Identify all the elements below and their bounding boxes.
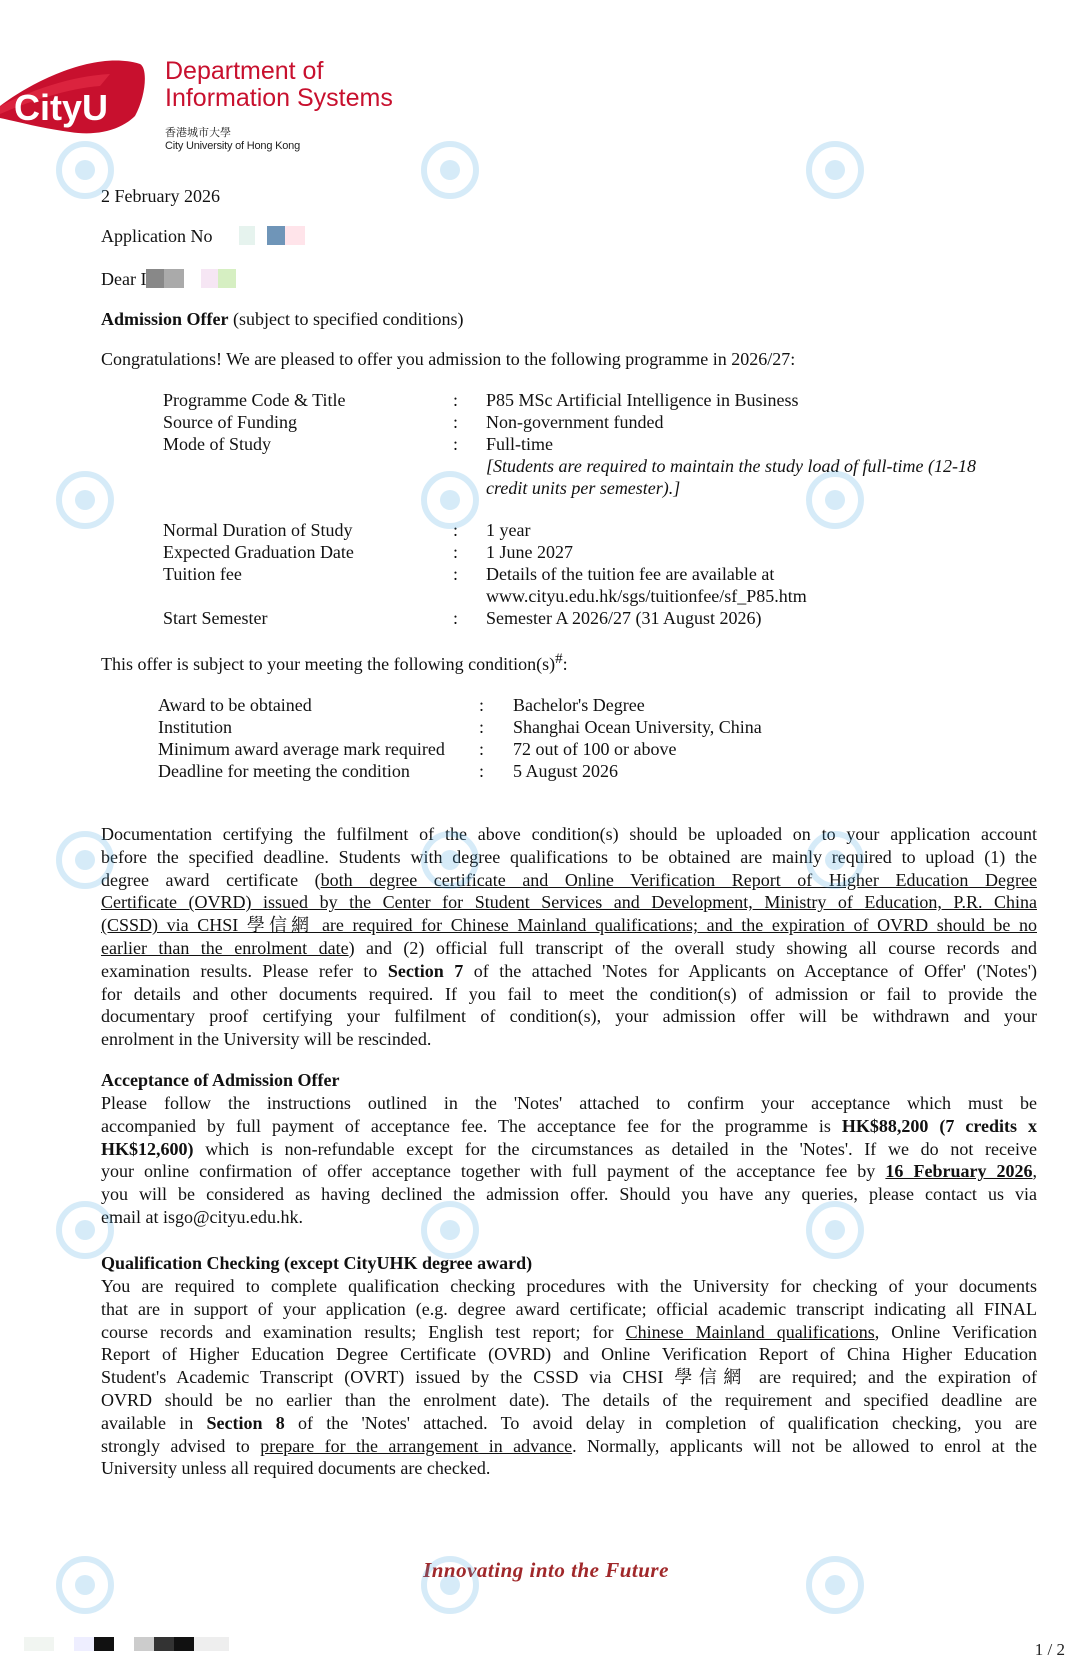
salutation	[101, 269, 236, 290]
paragraph-line: Documentation certifying the fulfilment of the above condition(s) should be uploaded on to your application account	[101, 824, 1037, 844]
paragraph-line: you will be considered as having declined the admission offer. Should you have any queries, please contact us via	[101, 1184, 1037, 1205]
colon: :	[479, 695, 485, 715]
colon: :	[453, 608, 459, 628]
bold-text: Section 7	[387, 960, 464, 981]
programme-note: credit units per semester).]	[486, 478, 681, 498]
bold-text: Section 8	[206, 1412, 285, 1433]
text: , Online Verification	[874, 1321, 1037, 1342]
programme-label: Tuition fee	[163, 564, 242, 584]
documentation-paragraph	[101, 823, 1037, 1051]
letter-date: 2 February 2026	[101, 186, 220, 206]
paragraph-line	[101, 1435, 1037, 1458]
condition-footnote-mark: #	[555, 651, 563, 667]
condition-label: Deadline for meeting the condition	[158, 761, 410, 781]
colon: :	[479, 739, 485, 759]
programme-value: Details of the tuition fee are available at	[486, 564, 775, 584]
paragraph-line: You are required to complete qualification checking procedures with the University for checking of your documents	[101, 1276, 1037, 1296]
text: ) and (2) official full transcript of the overall study showing all course records and	[348, 937, 1037, 958]
acceptance-deadline: 16 February 2026	[885, 1161, 1033, 1182]
page-number: 1 / 2	[1034, 1640, 1065, 1659]
text: ,	[1032, 1161, 1038, 1182]
logo-text: CityU	[14, 87, 109, 128]
cityu-logo	[0, 56, 150, 136]
text: examination results. Please refer to	[101, 960, 388, 981]
qualification-paragraph	[101, 1275, 1037, 1480]
paragraph-line: Certificate (OVRD) issued by the Center for Student Services and Development, Ministry of Education, P.R. China	[101, 892, 1037, 913]
acceptance-fee-breakdown: HK$12,600)	[101, 1138, 194, 1159]
university-name-cn: 香港城市大學	[165, 126, 231, 139]
colon: :	[453, 434, 459, 454]
colon: :	[453, 542, 459, 562]
salutation-label: Dear I	[101, 269, 147, 289]
programme-value: 1 June 2027	[486, 542, 573, 562]
paragraph-line: for details and other documents required. If you fail to meet the condition(s) of admission or fail to provide the	[101, 983, 1037, 1004]
paragraph-line	[101, 937, 1037, 960]
condition-label: Institution	[158, 717, 233, 737]
programme-label: Source of Funding	[163, 412, 297, 432]
acceptance-fee: HK$88,200 (7 credits x	[841, 1115, 1037, 1136]
colon: :	[453, 390, 459, 410]
condition-intro-colon: :	[562, 654, 568, 674]
condition-intro	[101, 651, 568, 675]
colon: :	[479, 717, 485, 737]
text: of the 'Notes' attached. To avoid delay in completion of qualification checking, you are	[284, 1412, 1037, 1433]
department-line-1: Department of	[165, 57, 324, 85]
colon: :	[453, 412, 459, 432]
department-line-2: Information Systems	[165, 84, 393, 112]
condition-label: Minimum award average mark required	[158, 739, 445, 759]
redacted-footer-code	[24, 1632, 229, 1654]
programme-label: Start Semester	[163, 608, 268, 628]
colon: :	[479, 761, 485, 781]
paragraph-line	[101, 1138, 1037, 1161]
paragraph-line	[101, 1321, 1037, 1344]
condition-value: Shanghai Ocean University, China	[513, 717, 762, 737]
programme-value: P85 MSc Artificial Intelligence in Business	[486, 390, 799, 410]
condition-label: Award to be obtained	[158, 695, 312, 715]
paragraph-line	[101, 1160, 1037, 1183]
paragraph-line: documentary proof certifying your fulfilment of condition(s), your admission offer will be withdrawn and your	[101, 1006, 1037, 1027]
acceptance-paragraph	[101, 1092, 1037, 1229]
paragraph-line	[101, 960, 1037, 983]
paragraph-line: Report of Higher Education Degree Certificate (OVRD) and Online Verification Report of China Higher Education	[101, 1344, 1037, 1365]
university-name-en: City University of Hong Kong	[165, 140, 301, 152]
programme-value: Non-government funded	[486, 412, 664, 432]
programme-label: Mode of Study	[163, 434, 271, 454]
congratulations-text: Congratulations! We are pleased to offer you admission to the following programme in 2026/27:	[101, 349, 796, 369]
redacted-name	[146, 269, 236, 288]
text: accompanied by full payment of acceptance fee. The acceptance fee for the programme is	[101, 1115, 842, 1136]
text: degree award certificate (	[101, 869, 321, 890]
redaction-block	[24, 1637, 229, 1651]
paragraph-line: that are in support of your application (e.g. degree award certificate; official academic transcript indicating all FINAL	[101, 1298, 1037, 1319]
underlined-text: prepare for the arrangement in advance	[260, 1435, 573, 1456]
paragraph-line: OVRD should be no earlier than the enrolment date). The details of the requirement and specified deadline are	[101, 1389, 1037, 1410]
redacted-application-number	[225, 226, 305, 245]
underlined-text: earlier than the enrolment date	[101, 937, 349, 958]
condition-intro-text: This offer is subject to your meeting the following condition(s)	[101, 654, 556, 674]
text: . Normally, applicants will not be allowed to enrol at the	[572, 1435, 1037, 1456]
programme-value: Full-time	[486, 434, 553, 454]
text: available in	[101, 1412, 207, 1433]
colon: :	[453, 564, 459, 584]
condition-value: 5 August 2026	[513, 761, 619, 781]
offer-title: Admission Offer	[101, 309, 229, 329]
department-name	[165, 58, 393, 112]
application-no	[101, 226, 305, 247]
paragraph-line: Please follow the instructions outlined in the 'Notes' attached to confirm your acceptance which must be	[101, 1093, 1037, 1113]
text: which is non-refundable except for the circumstances as detailed in the 'Notes'. If we do not receive	[193, 1138, 1037, 1159]
acceptance-heading: Acceptance of Admission Offer	[101, 1070, 340, 1090]
paragraph-line	[101, 1115, 1037, 1138]
programme-value: Semester A 2026/27 (31 August 2026)	[486, 608, 762, 628]
paragraph-line	[101, 1412, 1037, 1435]
programme-label: Expected Graduation Date	[163, 542, 354, 562]
tuition-fee-url: www.cityu.edu.hk/sgs/tuitionfee/sf_P85.htm	[486, 586, 807, 606]
colon: :	[453, 520, 459, 540]
footer-slogan: Innovating into the Future	[423, 1558, 669, 1582]
paragraph-line: before the specified deadline. Students with degree qualifications to be obtained are mainly required to upload (1) the	[101, 846, 1037, 867]
programme-label: Normal Duration of Study	[163, 520, 353, 540]
underlined-text: both degree certificate and Online Verification Report of Higher Education Degree	[320, 869, 1037, 890]
paragraph-line: (CSSD) via CHSI 學信網 are required for Chinese Mainland qualifications; and the expiration of OVRD should be no	[101, 915, 1037, 936]
condition-value: Bachelor's Degree	[513, 695, 645, 715]
text: strongly advised to	[101, 1435, 261, 1456]
underlined-text: Chinese Mainland qualifications	[625, 1321, 875, 1342]
contact-email-line: email at isgo@cityu.edu.hk.	[101, 1206, 304, 1227]
offer-heading	[101, 309, 463, 330]
qualification-heading: Qualification Checking (except CityUHK degree award)	[101, 1253, 533, 1273]
condition-value: 72 out of 100 or above	[513, 739, 677, 759]
paragraph-line	[101, 869, 1037, 892]
paragraph-line: Student's Academic Transcript (OVRT) issued by the CSSD via CHSI 學信網 are required; and the expiration of	[101, 1367, 1037, 1388]
paragraph-line: University unless all required documents are checked.	[101, 1458, 491, 1479]
programme-note: [Students are required to maintain the study load of full-time (12-18	[486, 456, 976, 476]
paragraph-line: enrolment in the University will be rescinded.	[101, 1029, 432, 1050]
offer-subtitle: (subject to specified conditions)	[233, 309, 464, 329]
application-no-label: Application No	[101, 226, 213, 246]
programme-value: 1 year	[486, 520, 531, 540]
text: course records and examination results; English test report; for	[101, 1321, 626, 1342]
text: your online confirmation of offer acceptance together with full payment of the acceptance fee by	[101, 1161, 886, 1182]
text: of the attached 'Notes for Applicants on Acceptance of Offer' ('Notes')	[463, 960, 1037, 981]
programme-label: Programme Code & Title	[163, 390, 346, 410]
